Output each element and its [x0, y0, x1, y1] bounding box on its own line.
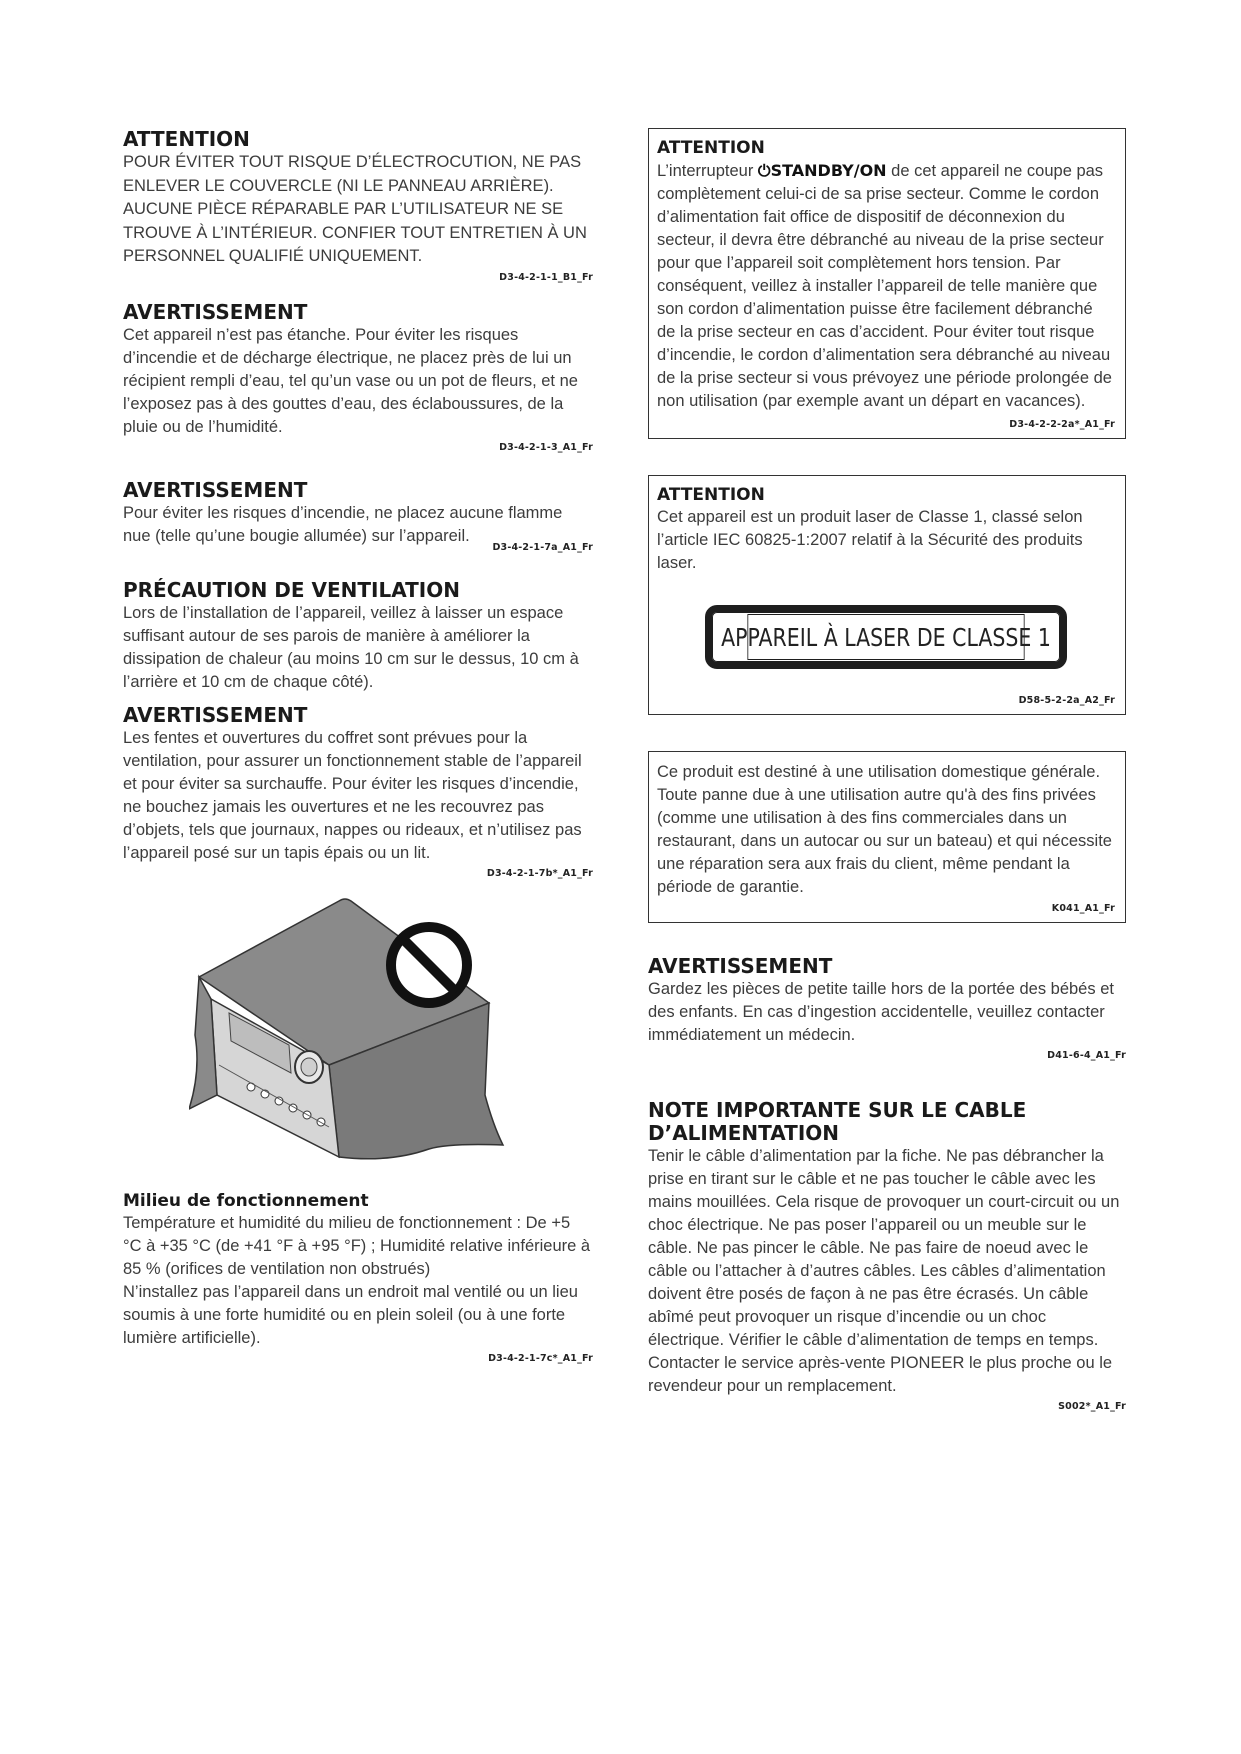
laser-class-text: APPAREIL À LASER DE CLASSE 1 [747, 614, 1024, 660]
section-text: Température et humidité du milieu de fonctionnement : De +5 °C à +35 °C (de +41 °F à +95 °F) ; Humidité relative inférieure à 85 % (orifices de ventilation non obstrués) [123, 1213, 591, 1278]
reference-code: D3-4-2-1-7a_A1_Fr [492, 541, 593, 553]
reference-code: D41-6-4_A1_Fr [1047, 1050, 1126, 1061]
section-text: Lors de l’installation de l’appareil, veillez à laisser un espace suffisant autour de ses parois de manière à améliorer la dissipation de chaleur (au moins 10 cm sur le dessus, 10 cm à l’arrière et 10 cm de chaque côté). [123, 603, 579, 691]
section-text: Les fentes et ouvertures du coffret sont prévues pour la ventilation, pour assurer un fonctionnement stable de l’appareil et pour éviter sa surchauffe. Pour éviter les risques d’incendie, ne bouchez jamais les ouvertures et ne les recouvrez pas d’objets, tels que journaux, nappes ou rideaux, et n’utilisez pas l’appareil posé sur un tapis épais ou un lit. [123, 728, 582, 862]
section-text: Cet appareil n’est pas étanche. Pour éviter les risques d’incendie et de décharge électrique, ne placez près de lui un récipient rempli d’eau, tel qu’un vase ou un pot de fleurs, et ne l’exposez pas à des gouttes d’eau, des éclaboussures, de la pluie ou de l’humidité. [123, 325, 578, 436]
section-title: ATTENTION [657, 138, 765, 158]
reference-code: D3-4-2-1-7b*_A1_Fr [486, 867, 593, 879]
section-title: AVERTISSEMENT [648, 954, 833, 978]
section-title: AVERTISSEMENT [123, 299, 308, 324]
section-text: Tenir le câble d’alimentation par la fiche. Ne pas débrancher la prise en tirant sur le câble et ne pas toucher le câble avec les mains mouillées. Cela risque de provoquer un court-circuit ou un choc électrique. Ne pas poser l’appareil ou un meuble sur le câble. Ne pas pincer le câble. Ne pas faire de noeud avec le câble ou l’attacher à d’autres câbles. Les câbles d’alimentation doivent être posés de façon à ne pas être écrasés. Un câble abîmé peut provoquer un risque d’incendie ou un choc électrique. Vérifier le câble d’alimentation de temps en temps. Contacter le service après-vente PIONEER le plus proche ou le revendeur pour un remplacement. [648, 1147, 1120, 1395]
text-before: L’interrupteur [657, 162, 758, 180]
standby-text: STANDBY/ON [770, 161, 887, 180]
section-text: Pour éviter les risques d’incendie, ne placez aucune flamme nue (telle qu’une bougie allumée) sur l’appareil. [123, 503, 563, 545]
section-title: NOTE IMPORTANTE SUR LE CABLE D’ALIMENTATION [648, 1098, 1027, 1145]
section-title: ATTENTION [123, 127, 250, 151]
section-title: Milieu de fonctionnement [123, 1190, 369, 1211]
section-text [657, 159, 1115, 413]
section-avertissement-ouvertures [123, 704, 593, 879]
reference-code: D3-4-2-2-2a*_A1_Fr [1009, 419, 1115, 430]
text-after: de cet appareil ne coupe pas complètement celui-ci de sa prise secteur. Comme le cordon d’alimentation fait office de dispositif de déconnexion du secteur, il devra être débranché au niveau de la prise secteur pour que l’appareil soit complètement hors tension. Par conséquent, veillez à installer l’appareil de telle manière que son cordon d’alimentation puisse être facilement débranché de la prise secteur en cas d’accident. Pour éviter tout risque d’incendie, le cordon d’alimentation sera débranché au niveau de la prise secteur si vous prévoyez une période prolongée de non utilisation (par exemple avant un départ en vacances). [657, 162, 1112, 410]
standby-label [758, 161, 887, 180]
section-title: AVERTISSEMENT [123, 477, 308, 502]
section-avertissement-petites-pieces [648, 955, 1126, 1061]
reference-code: D58-5-2-2a_A2_Fr [1018, 695, 1115, 706]
section-avertissement-etanche [123, 301, 593, 453]
section-title: PRÉCAUTION DE VENTILATION [123, 577, 460, 602]
section-text: POUR ÉVITER TOUT RISQUE D’ÉLECTROCUTION, NE PAS ENLEVER LE COUVERCLE (NI LE PANNEAU ARRIÈRE). AUCUNE PIÈCE RÉPARABLE PAR L’UTILISATEUR NE SE TROUVE À L’INTÉRIEUR. CONFIER TOUT ENTRETIEN À UN PERSONNEL QUALIFIÉ UNIQUEMENT. [123, 153, 587, 265]
section-title: AVERTISSEMENT [123, 702, 308, 727]
right-column [648, 128, 1126, 1412]
left-column [123, 128, 593, 1364]
section-attention-electrocution [123, 128, 593, 283]
reference-code: K041_A1_Fr [1051, 903, 1115, 914]
section-precaution-ventilation [123, 579, 593, 694]
reference-code: S002*_A1_Fr [1058, 1401, 1126, 1412]
section-text: N’installez pas l’appareil dans un endroit mal ventilé ou un lieu soumis à une forte humidité ou en plein soleil (ou à une forte lumière artificielle). [123, 1282, 578, 1347]
section-avertissement-flamme [123, 479, 593, 553]
section-title: ATTENTION [657, 485, 765, 505]
box-domestic-use [648, 751, 1126, 923]
covered-device-prohibited-illustration [189, 895, 505, 1181]
reference-code: D3-4-2-1-7c*_A1_Fr [488, 1352, 593, 1364]
reference-code: D3-4-2-1-3_A1_Fr [499, 441, 593, 453]
section-text: Ce produit est destiné à une utilisation domestique générale. Toute panne due à une utilisation autre qu'à des fins privées (comme une utilisation à des fins commerciales dans un restaurant, dans un autocar ou sur un bateau) et qui nécessite une réparation sera aux frais du client, même pendant la période de garantie. [657, 763, 1112, 896]
section-text: Gardez les pièces de petite taille hors de la portée des bébés et des enfants. En cas d’ingestion accidentelle, veuillez contacter immédiatement un médecin. [648, 980, 1114, 1044]
box-attention-standby [648, 128, 1126, 439]
section-note-cable [648, 1099, 1126, 1412]
section-milieu-fonctionnement [123, 1191, 593, 1364]
reference-code: D3-4-2-1-1_B1_Fr [499, 271, 593, 283]
laser-class-label [705, 605, 1067, 669]
box-attention-laser [648, 475, 1126, 715]
section-text: Cet appareil est un produit laser de Classe 1, classé selon l’article IEC 60825-1:2007 relatif à la Sécurité des produits laser. [657, 508, 1083, 572]
power-icon: ⏻ [757, 161, 771, 180]
